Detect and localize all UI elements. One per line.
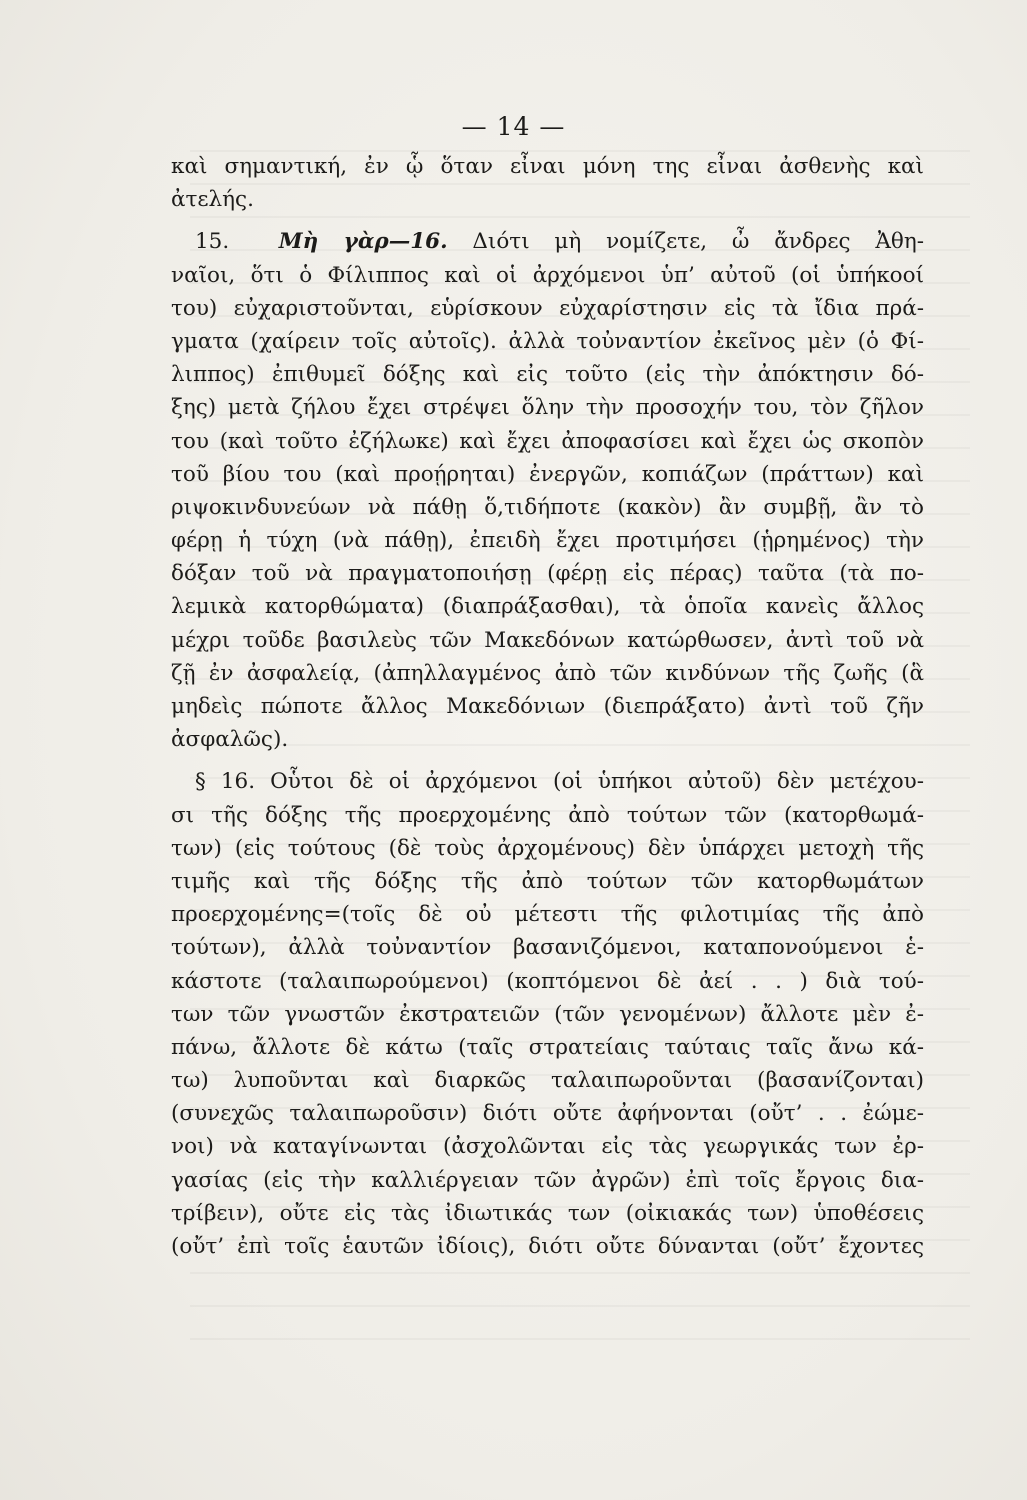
lemma-heading: Μὴ γὰρ—16. [278, 229, 448, 255]
text-line: τούτων), ἀλλὰ τοὐναντίον βασανιζόμενοι, καταπονούμενοι ἑ- [171, 935, 924, 961]
text-line: λεμικὰ κατορθώματα) (διαπράξασθαι), τὰ ὁποῖα κανεὶς ἄλλος [171, 594, 924, 620]
text-line: λιππος) ἐπιθυμεῖ δόξης καὶ εἰς τοῦτο (εἰς τὴν ἀπόκτησιν δό- [171, 362, 924, 388]
line-text: Διότι μὴ νομίζετε, ὦ ἄνδρες Ἀθη- [472, 229, 925, 255]
page-number: — 14 — [461, 112, 566, 141]
text-line: ριψοκινδυνεύων νὰ πάθῃ ὅ,τιδήποτε (κακὸν) ἂν συμβῇ, ἂν τὸ [171, 494, 924, 520]
text-line: (συνεχῶς ταλαιπωροῦσιν) διότι οὔτε ἀφήνονται (οὔτ’ . . ἐώμε- [171, 1101, 924, 1127]
text-line: μηδεὶς πώποτε ἄλλος Μακεδόνιων (διεπράξατο) ἀντὶ τοῦ ζῆν [171, 694, 924, 719]
text-line: τω) λυποῦνται καὶ διαρκῶς ταλαιπωροῦνται (βασανίζονται) [171, 1068, 924, 1094]
text-line [171, 765, 924, 798]
text-line: κάστοτε (ταλαιπωρούμενοι) (κοπτόμενοι δὲ ἀεί . . ) διὰ τού- [171, 968, 924, 994]
text-line: γασίας (εἰς τὴν καλλιέργειαν τῶν ἀγρῶν) ἐπὶ τοῖς ἔργοις δια- [171, 1167, 924, 1193]
text-line: τοῦ βίου του (καὶ προῄρηται) ἐνεργῶν, κοπιάζων (πράττων) καὶ [171, 461, 924, 487]
text-line: τιμῆς καὶ τῆς δόξης τῆς ἀπὸ τούτων τῶν κατορθωμάτων [171, 868, 924, 894]
text-line: καὶ σημαντική, ἐν ᾧ ὅταν εἶναι μόνη της εἶναι ἀσθενὴς καὶ [171, 154, 924, 179]
text-line [171, 225, 924, 258]
text-line: του (καὶ τοῦτο ἐζήλωκε) καὶ ἔχει ἀποφασίσει καὶ ἔχει ὡς σκοπὸν [171, 428, 924, 454]
text-line: γματα (χαίρειν τοῖς αὐτοῖς). ἀλλὰ τοὐναντίον ἐκεῖνος μὲν (ὁ Φί- [171, 328, 924, 354]
text-line: ξης) μετὰ ζήλου ἔχει στρέψει ὅλην τὴν προσοχήν του, τὸν ζῆλον [171, 395, 924, 421]
text-line: προερχομένης=(τοῖς δὲ οὐ μέτεστι τῆς φιλοτιμίας τῆς ἀπὸ [171, 902, 924, 928]
text-line: των) (εἰς τούτους (δὲ τοὺς ἀρχομένους) δὲν ὑπάρχει μετοχὴ τῆς [171, 835, 924, 861]
text-line: ζῇ ἐν ἀσφαλείᾳ, (ἀπηλλαγμένος ἀπὸ τῶν κινδύνων τῆς ζωῆς (ἃ [171, 660, 924, 686]
text-line: ἀτελής. [171, 187, 254, 213]
text-line: ἀσφαλῶς). [171, 727, 289, 753]
section-number: § 16. [195, 769, 256, 795]
text-line: του) εὐχαριστοῦνται, εὑρίσκουν εὐχαρίστησιν εἰς τὰ ἴδια πρά- [171, 295, 924, 321]
line-text: Οὗτοι δὲ οἱ ἀρχόμενοι (οἱ ὑπήκοι αὐτοῦ) δὲν μετέχου- [270, 769, 924, 795]
text-line: σι τῆς δόξης τῆς προερχομένης ἀπὸ τούτων τῶν (κατορθωμά- [171, 802, 924, 828]
section-number: 15. [195, 229, 230, 255]
text-line: (οὔτ’ ἐπὶ τοῖς ἑαυτῶν ἰδίοις), διότι οὔτε δύνανται (οὔτ’ ἔχοντες [171, 1234, 924, 1259]
text-line: φέρῃ ἡ τύχη (νὰ πάθῃ), ἐπειδὴ ἔχει προτιμήσει (ᾑρημένος) τὴν [171, 528, 924, 554]
text-line: τρίβειν), οὔτε εἰς τὰς ἰδιωτικάς των (οἰκιακάς των) ὑποθέσεις [171, 1200, 924, 1226]
text-line: των τῶν γνωστῶν ἐκστρατειῶν (τῶν γενομένων) ἄλλοτε μὲν ἐ- [171, 1001, 924, 1027]
text-line: πάνω, ἄλλοτε δὲ κάτω (ταῖς στρατείαις ταύταις ταῖς ἄνω κά- [171, 1034, 924, 1060]
body-text [171, 150, 924, 1263]
text-line: μέχρι τοῦδε βασιλεὺς τῶν Μακεδόνων κατώρθωσεν, ἀντὶ τοῦ νὰ [171, 627, 924, 653]
text-line: δόξαν τοῦ νὰ πραγματοποιήσῃ (φέρῃ εἰς πέρας) ταῦτα (τὰ πο- [171, 561, 924, 587]
text-line: νοι) νὰ καταγίνωνται (ἀσχολῶνται εἰς τὰς γεωργικάς των ἐρ- [171, 1134, 924, 1160]
text-line: ναῖοι, ὅτι ὁ Φίλιππος καὶ οἱ ἀρχόμενοι ὑπ’ αὐτοῦ (οἱ ὑπήκοοί [171, 262, 924, 288]
